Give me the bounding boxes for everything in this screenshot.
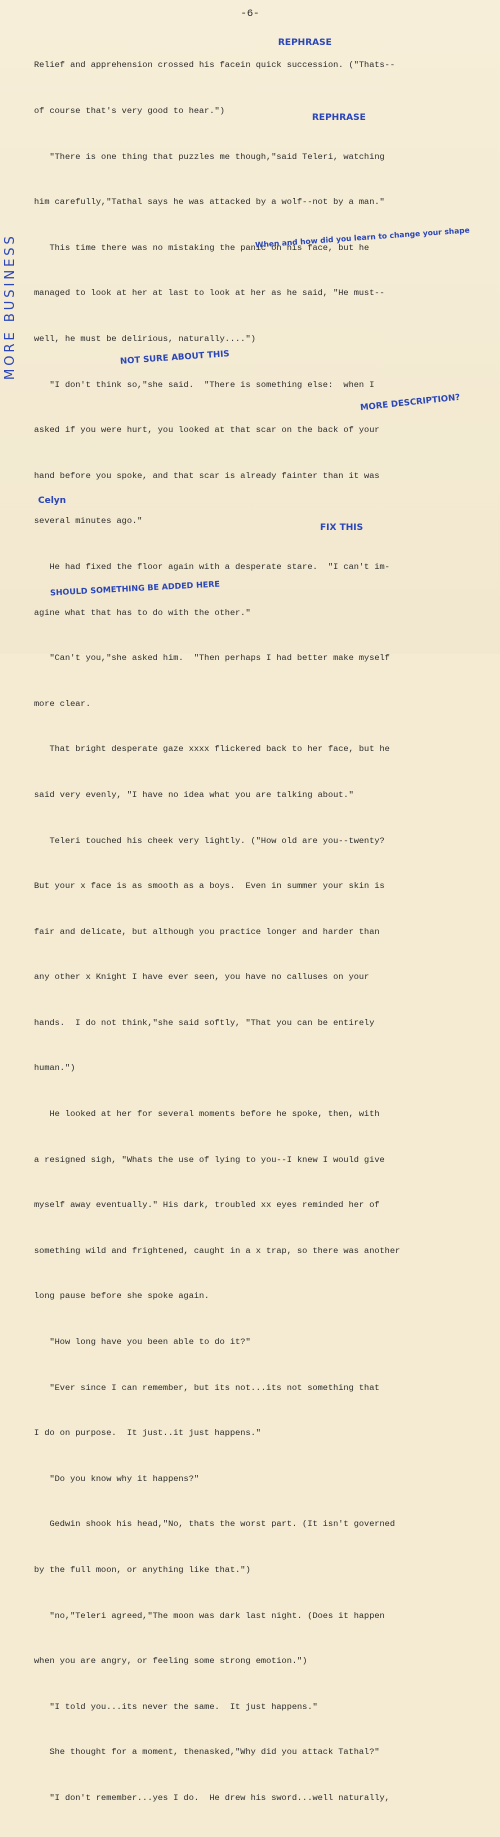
- text-line: But your x face is as smooth as a boys. Even in summer your skin is: [34, 881, 385, 892]
- text-line: "I don't remember...yes I do. He drew his sword...well naturally,: [34, 1792, 390, 1803]
- text-line: him carefully,"Tathal says he was attacked by a wolf--not by a man.": [34, 197, 385, 208]
- text-line: "There is one thing that puzzles me though,"said Teleri, watching: [34, 151, 385, 162]
- text-line: Gedwin shook his head,"No, thats the worst part. (It isn't governed: [34, 1519, 395, 1530]
- text-line: a resigned sigh, "Whats the use of lying to you--I knew I would give: [34, 1154, 385, 1165]
- text-line: She thought for a moment, thenasked,"Why did you attack Tathal?": [34, 1747, 380, 1758]
- text-line: "How long have you been able to do it?": [34, 1337, 251, 1348]
- annotation-insert: When and how did you learn to change your shape: [254, 225, 471, 250]
- text-line: more clear.: [34, 698, 91, 709]
- text-line: He had fixed the floor again with a desperate stare. "I can't im-: [34, 561, 390, 572]
- annotation-more-description: MORE DESCRIPTION?: [359, 392, 461, 414]
- text-line: hand before you spoke, and that scar is already fainter than it was: [34, 470, 380, 481]
- text-line: asked if you were hurt, you looked at that scar on the back of your: [34, 425, 380, 436]
- text-line: several minutes ago.": [34, 516, 143, 527]
- text-line: when you are angry, or feeling some strong emotion."): [34, 1656, 308, 1667]
- text-line: any other x Knight I have ever seen, you have no calluses on your: [34, 972, 370, 983]
- text-line: fair and delicate, but although you practice longer and harder than: [34, 926, 380, 937]
- margin-annotation: MORE BUSINESS: [3, 233, 18, 380]
- text-line: "no,"Teleri agreed,"The moon was dark last night. (Does it happen: [34, 1610, 385, 1621]
- annotation-fix-this: FIX THIS: [320, 523, 364, 533]
- text-line: managed to look at her at last to look at her as he said, "He must--: [34, 288, 385, 299]
- annotation-rephrase: REPHRASE: [278, 38, 332, 48]
- text-line: "I told you...its never the same. It just happens.": [34, 1701, 318, 1712]
- text-line: by the full moon, or anything like that."): [34, 1565, 251, 1575]
- text-line: Teleri touched his cheek very lightly. ("How old are you--twenty?: [34, 835, 385, 846]
- text-line: human."): [34, 1063, 76, 1074]
- text-line: "I don't think so,"she said. "There is something else: when I: [34, 379, 375, 390]
- text-line: Relief and apprehension crossed his facein quick succession. ("Thats--: [34, 60, 395, 71]
- text-line: This time there was no mistaking the panic on his face, but he: [34, 242, 370, 253]
- text-line: hands. I do not think,"she said softly, "That you can be entirely: [34, 1017, 375, 1028]
- text-line: I do on purpose. It just..it just happens.": [34, 1428, 261, 1439]
- page-number: -6-: [240, 8, 260, 20]
- text-line: That bright desperate gaze xxxx flickered back to her face, but he: [34, 744, 390, 755]
- text-line: myself away eventually." His dark, troubled xx eyes reminded her of: [34, 1200, 380, 1211]
- annotation-not-sure: NOT SURE ABOUT THIS: [119, 349, 230, 367]
- text-line: "Can't you,"she asked him. "Then perhaps I had better make myself: [34, 653, 390, 664]
- typed-text: [34, 28, 484, 1837]
- text-line: something wild and frightened, caught in a x trap, so there was another: [34, 1245, 401, 1256]
- text-line: of course that's very good to hear."): [34, 106, 225, 116]
- text-line: agine what that has to do with the other.": [34, 607, 251, 618]
- text-line: "Do you know why it happens?": [34, 1473, 200, 1484]
- text-line: long pause before she spoke again.: [34, 1291, 210, 1302]
- annotation-celyn: Celyn: [38, 496, 67, 506]
- text-line: "Ever since I can remember, but its not...its not something that: [34, 1382, 380, 1393]
- annotation-rephrase: REPHRASE: [312, 113, 366, 123]
- text-line: well, he must be delirious, naturally...."): [34, 333, 256, 344]
- text-line: said very evenly, "I have no idea what you are talking about.": [34, 789, 354, 800]
- annotation-should-be-added: SHOULD SOMETHING BE ADDED HERE: [49, 579, 221, 598]
- text-line: He looked at her for several moments before he spoke, then, with: [34, 1109, 380, 1120]
